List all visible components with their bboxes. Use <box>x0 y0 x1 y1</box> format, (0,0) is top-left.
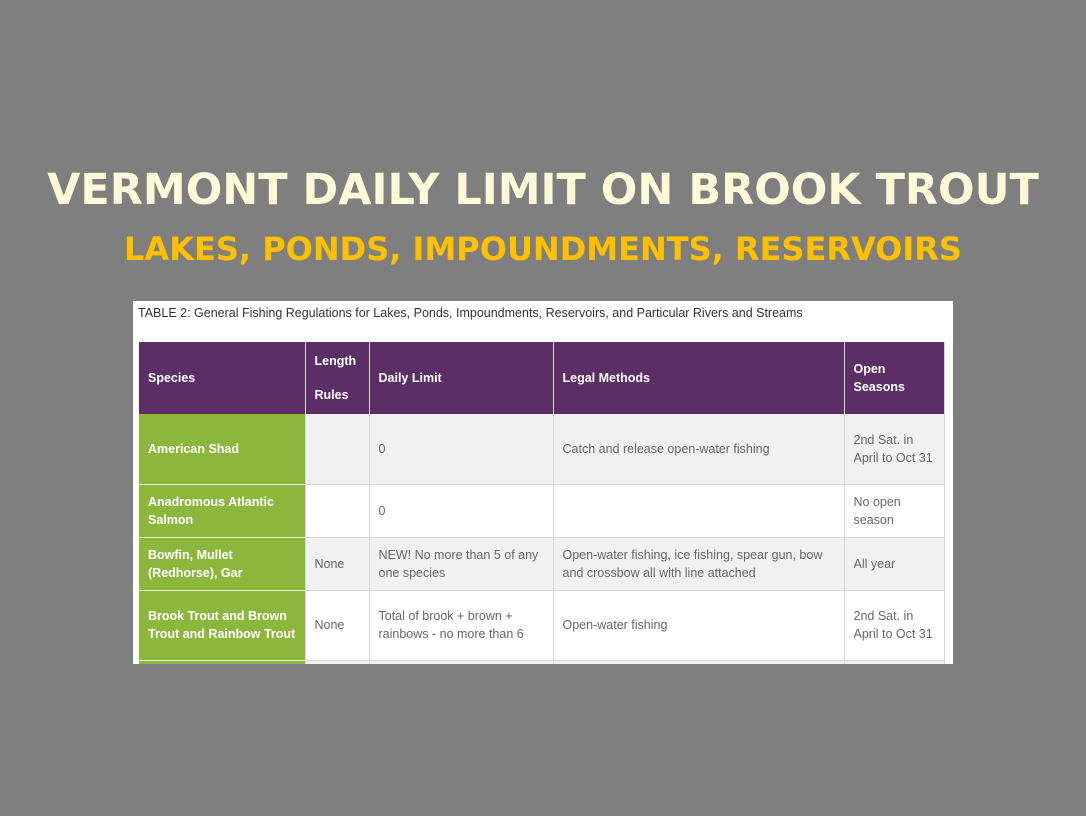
legal-methods-cell: Catch and release open-water fishing <box>553 414 844 484</box>
slide-subtitle: LAKES, PONDS, IMPOUNDMENTS, RESERVOIRS <box>124 230 962 268</box>
legal-methods-cell: Open-water fishing, ice fishing, spear gun, bow and crossbow all with line attached <box>553 537 844 590</box>
daily-limit-cell <box>369 660 553 664</box>
species-cell: American Shad <box>139 414 305 484</box>
header-legal-methods: Legal Methods <box>553 342 844 414</box>
daily-limit-cell: 0 <box>369 484 553 537</box>
header-daily-limit: Daily Limit <box>369 342 553 414</box>
legal-methods-cell <box>553 660 844 664</box>
table-caption: TABLE 2: General Fishing Regulations for Lakes, Ponds, Impoundments, Reservoirs, and Particular Rivers and Streams <box>138 306 803 320</box>
open-seasons-cell: All year <box>844 537 944 590</box>
length-cell <box>305 660 369 664</box>
header-length-line1: Length <box>314 354 357 368</box>
table-row <box>139 660 944 664</box>
daily-limit-cell: Total of brook + brown + rainbows - no more than 6 <box>369 590 553 660</box>
species-cell: Brook Trout and Brown Trout and Rainbow Trout <box>139 590 305 660</box>
open-seasons-cell: No open season <box>844 484 944 537</box>
daily-limit-cell: NEW! No more than 5 of any one species <box>369 537 553 590</box>
daily-limit-cell: 0 <box>369 414 553 484</box>
slide-title: VERMONT DAILY LIMIT ON BROOK TROUT <box>47 165 1039 215</box>
length-cell: None <box>305 537 369 590</box>
species-cell: Bowfin, Mullet (Redhorse), Gar <box>139 537 305 590</box>
table-row <box>139 414 944 484</box>
legal-methods-cell: Open-water fishing <box>553 590 844 660</box>
species-cell: Anadromous Atlantic Salmon <box>139 484 305 537</box>
length-cell <box>305 414 369 484</box>
table-row <box>139 590 944 660</box>
regulations-table <box>139 342 945 664</box>
header-open-seasons: Open Seasons <box>844 342 944 414</box>
regulations-table-image <box>133 301 953 664</box>
length-cell <box>305 484 369 537</box>
header-species: Species <box>139 342 305 414</box>
open-seasons-cell: 2nd Sat. in April to Oct 31 <box>844 414 944 484</box>
open-seasons-cell <box>844 660 944 664</box>
header-length-rules <box>305 342 369 414</box>
table-header-row <box>139 342 944 414</box>
legal-methods-cell <box>553 484 844 537</box>
species-cell <box>139 660 305 664</box>
length-cell: None <box>305 590 369 660</box>
open-seasons-cell: 2nd Sat. in April to Oct 31 <box>844 590 944 660</box>
header-length-line2: Rules <box>314 388 349 402</box>
table-row <box>139 537 944 590</box>
table-row <box>139 484 944 537</box>
